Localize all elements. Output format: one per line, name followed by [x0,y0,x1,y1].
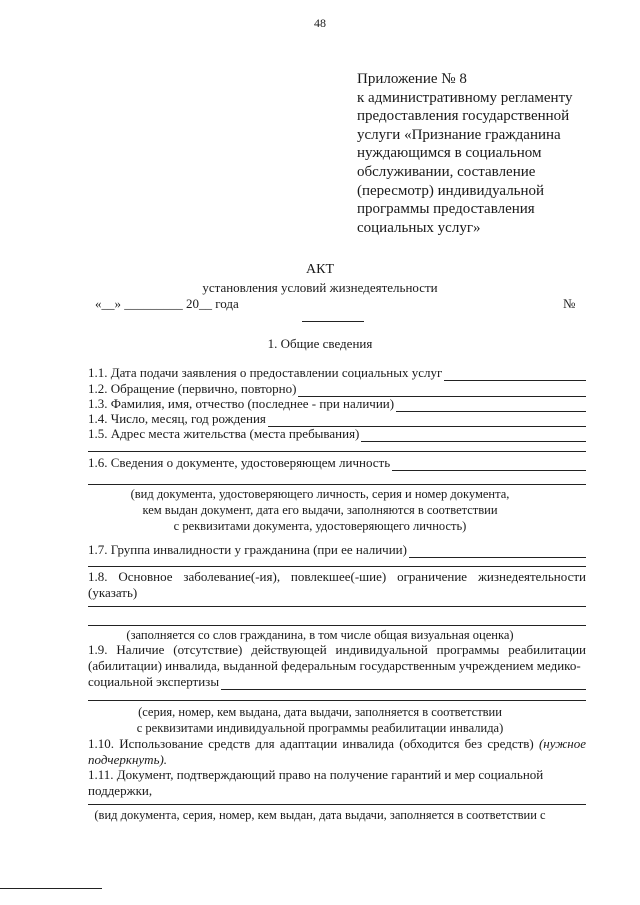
field-1-5 [88,426,586,442]
paragraph-1-10 [88,736,586,768]
fill-line[interactable] [88,804,586,805]
fill-line[interactable] [221,677,586,690]
note-id-document [0,486,640,534]
field-1-4 [88,411,586,427]
appendix-line: услуги «Признание гражданина [357,126,561,143]
appendix-line: Приложение № 8 [357,71,467,87]
paragraph-1-9: 1.9. Наличие (отсутствие) действующей индивидуальной программы реабилитации (абилитации) инвалида, выданной федеральным государственным учреждением медико- [88,642,586,673]
field-label: 1.7. Группа инвалидности у гражданина (при ее наличии) [88,542,407,557]
fill-line[interactable] [88,566,586,567]
act-number-sign: № [563,296,576,311]
note-line: с реквизитами документа, удостоверяющего личность) [173,519,467,533]
fill-line[interactable] [88,625,586,626]
page-number: 48 [314,16,326,30]
appendix-line: предоставления государственной [357,108,570,125]
field-label: 1.5. Адрес места жительства (места пребывания) [88,426,360,441]
note-last: (вид документа, серия, номер, кем выдан, дата выдачи, заполняется в соответствии с [94,808,546,822]
field-1-3 [88,396,586,412]
paragraph-1-11: 1.11. Документ, подтверждающий право на получение гарантий и мер социальной [88,767,544,782]
field-1-11-tail [88,783,586,799]
note-ipra [0,704,640,736]
field-label: 1.3. Фамилия, имя, отчество (последнее - при наличии) [88,396,395,411]
act-date-line: «__» _________ 20__ года [95,296,239,311]
fill-line[interactable] [88,606,586,607]
field-label: 1.6. Сведения о документе, удостоверяющем личность [88,455,391,470]
appendix-line: социальных услуг» [357,219,481,236]
field-1-2 [88,381,586,397]
note-citizen: (заполняется со слов гражданина, в том числе общая визуальная оценка) [126,628,514,642]
section-title: 1. Общие сведения [267,336,373,351]
fill-line[interactable] [88,484,586,485]
appendix-line: к административному регламенту [357,89,573,106]
fill-line[interactable] [361,429,586,442]
fill-line[interactable] [409,545,586,558]
paragraph-text: 1.10. Использование средств для адаптации инвалида (обходится без средств) [88,736,534,751]
appendix-header [357,70,627,237]
paragraph-1-8: 1.8. Основное заболевание(-ия), повлекшее(-шие) ограничение жизнедеятельности (указать) [88,569,586,600]
note-line: с реквизитами индивидуальной программы реабилитации инвалида) [136,721,504,735]
paragraph-note: (нужное подчеркнуть). [88,736,587,767]
appendix-line: обслуживании, составление [357,163,536,180]
field-label: социальной экспертизы [88,674,220,689]
field-label: поддержки, [88,783,153,798]
note-line: (вид документа, удостоверяющего личность, серия и номер документа, [130,487,510,501]
appendix-line: программы предоставления [357,201,535,218]
appendix-line: нуждающимся в социальном [357,145,542,162]
fill-line[interactable] [392,458,586,471]
divider [302,321,364,322]
appendix-line: (пересмотр) индивидуальной [357,182,545,199]
fill-line[interactable] [88,451,586,452]
field-label: 1.1. Дата подачи заявления о предоставлении социальных услуг [88,365,443,380]
act-title: АКТ [306,262,334,277]
field-1-7 [88,542,586,558]
field-1-1 [88,365,586,381]
note-line: (серия, номер, кем выдана, дата выдачи, заполняется в соответствии [138,705,502,719]
fill-line[interactable] [88,700,586,701]
footnote-divider [0,888,102,889]
field-label: 1.4. Число, месяц, год рождения [88,411,266,426]
field-1-9-end [88,674,586,690]
field-label: 1.2. Обращение (первично, повторно) [88,381,297,396]
field-1-6 [88,455,586,471]
act-subtitle: установления условий жизнедеятельности [202,280,438,295]
fill-line[interactable] [444,368,586,381]
note-line: кем выдан документ, дата его выдачи, заполняются в соответствии [142,503,498,517]
